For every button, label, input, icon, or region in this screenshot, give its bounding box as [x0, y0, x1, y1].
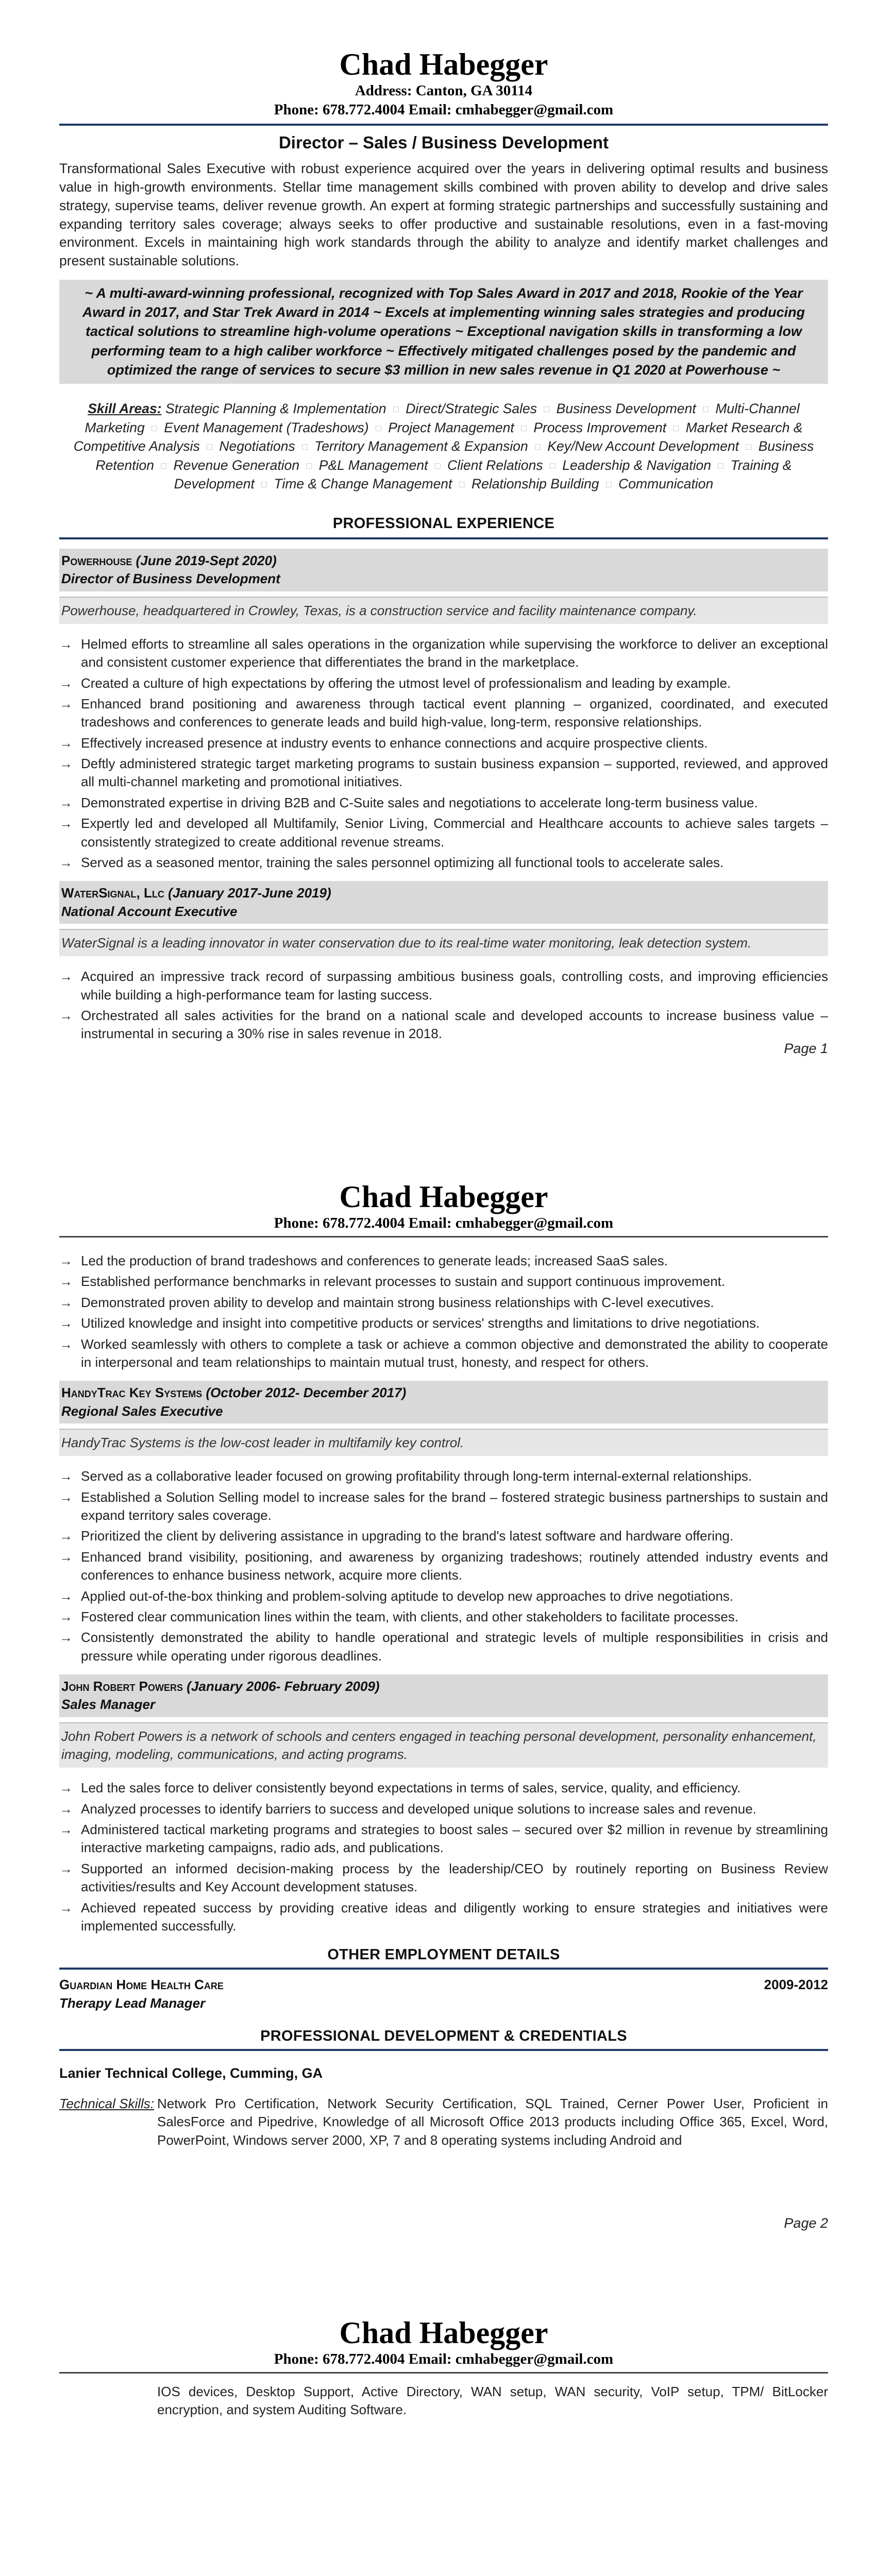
hollow-square-icon: □ — [605, 479, 612, 490]
bullet-item — [59, 1860, 828, 1896]
company-description: Powerhouse, headquartered in Crowley, Texas, is a construction service and facility maintenance company. — [59, 597, 828, 624]
skill-item: Direct/Strategic Sales — [406, 401, 537, 417]
skill-item: Relationship Building — [471, 476, 599, 492]
bullet-item — [59, 674, 828, 692]
bullet-item — [59, 1007, 828, 1043]
job-bullets — [59, 1252, 828, 1371]
job-bullets — [59, 1779, 828, 1935]
hollow-square-icon: □ — [375, 422, 381, 433]
arrow-right-icon: → — [59, 1008, 73, 1024]
arrow-right-icon: → — [59, 1528, 73, 1544]
arrow-right-icon: → — [59, 1588, 73, 1604]
skill-item: Leadership & Navigation — [562, 457, 712, 473]
arrow-right-icon: → — [59, 854, 73, 870]
section-title-development: PROFESSIONAL DEVELOPMENT & CREDENTIALS — [260, 2027, 627, 2044]
skill-areas — [59, 399, 828, 494]
technical-skills — [59, 2095, 828, 2149]
company-name: HandyTrac Key Systems — [61, 1385, 203, 1401]
bullet-text: Established performance benchmarks in relevant processes to sustain and support continuous improvement. — [81, 1274, 726, 1290]
company-description: WaterSignal is a leading innovator in water conservation due to its real-time water monitoring, leak detection system. — [59, 929, 828, 956]
bullet-text: Demonstrated proven ability to develop and maintain strong business relationships with C-level executives. — [81, 1294, 714, 1310]
hollow-square-icon: □ — [718, 460, 724, 471]
skill-item: Multi-Channel Marketing — [85, 401, 800, 435]
bullet-text: Worked seamlessly with others to complete a task or achieve a common objective and demonstrated the ability to cooperate in interpersonal and team relationships to maintain mutual trust, honesty, and respect for others. — [81, 1336, 828, 1370]
arrow-right-icon: → — [59, 636, 73, 652]
bullet-text: Consistently demonstrated the ability to handle operational and strategic levels of multiple responsibilities in crisis and pressure while operating under rigorous deadlines. — [81, 1630, 828, 1664]
job-dates: (October 2012- December 2017) — [206, 1385, 407, 1401]
arrow-right-icon: → — [59, 1468, 73, 1484]
bullet-text: Expertly led and developed all Multifamily, Senior Living, Commercial and Healthcare accounts to achieve sales targets – consistently strategized to create additional revenue streams. — [81, 816, 828, 850]
bullet-text: Demonstrated expertise in driving B2B and C-Suite sales and negotiations to accelerate long-term business value. — [81, 794, 758, 810]
job-bullets — [59, 968, 828, 1043]
hollow-square-icon: □ — [207, 442, 213, 452]
section-title-other-employment: OTHER EMPLOYMENT DETAILS — [327, 1946, 560, 1963]
hollow-square-icon: □ — [544, 404, 550, 415]
bullet-text: Served as a seasoned mentor, training the sales personnel optimizing all functional tools to accelerate sales. — [81, 854, 724, 870]
hollow-square-icon: □ — [161, 460, 167, 471]
job-dates: (June 2019-Sept 2020) — [136, 552, 277, 568]
awards-highlight: ~ A multi-award-winning professional, recognized with Top Sales Award in 2017 and 2018, Rookie of the Year Award in 2017, and Star Trek Award in 2014 ~ Excels at implementing winning sales strategies and producing tactical solutions to streamline high-volume operations ~ Exceptional navigation skills in transforming a low performing team to a high caliber workforce ~ Effectively mitigated challenges posed by the pandemic and optimized the range of services to secure $3 million in new sales revenue in Q1 2020 at Powerhouse ~ — [59, 280, 828, 384]
contact-line: Phone: 678.772.4004 Email: cmhabegger@gmail.com — [274, 1215, 614, 1231]
arrow-right-icon: → — [59, 1549, 73, 1565]
arrow-right-icon: → — [59, 1489, 73, 1505]
job-header — [59, 881, 828, 924]
bullet-item — [59, 794, 828, 812]
arrow-right-icon: → — [59, 1801, 73, 1817]
bullet-item — [59, 1800, 828, 1818]
skill-item: Time & Change Management — [274, 476, 452, 492]
bullet-item — [59, 635, 828, 672]
hollow-square-icon: □ — [703, 404, 709, 415]
job-title: Director of Business Development — [61, 571, 280, 587]
bullet-item — [59, 1779, 828, 1797]
employment-years: 2009-2012 — [764, 1977, 828, 1993]
page-number: Page 2 — [784, 2215, 828, 2231]
page-number: Page 1 — [784, 1041, 828, 1056]
bullet-text: Applied out-of-the-box thinking and problem-solving aptitude to develop new approaches to drive negotiations. — [81, 1588, 734, 1604]
skill-item: Revenue Generation — [173, 457, 300, 473]
bullet-text: Supported an informed decision-making process by the leadership/CEO by routinely reporting on Business Review activities/results and Key Account development statuses. — [81, 1860, 828, 1895]
job-title: Sales Manager — [61, 1697, 156, 1713]
section-divider — [59, 2049, 828, 2051]
skill-item: Client Relations — [447, 457, 543, 473]
bullet-text: Led the sales force to deliver consistently beyond expectations in terms of sales, service, quality, and efficiency. — [81, 1780, 741, 1796]
bullet-item — [59, 1821, 828, 1857]
bullet-item — [59, 1548, 828, 1585]
header-divider — [59, 124, 828, 126]
arrow-right-icon: → — [59, 1900, 73, 1916]
bullet-item — [59, 1273, 828, 1291]
bullet-text: Utilized knowledge and insight into competitive products or services' strengths and limitations to drive negotiations. — [81, 1315, 760, 1331]
skill-item: Key/New Account Development — [547, 438, 739, 454]
arrow-right-icon: → — [59, 1294, 73, 1310]
hollow-square-icon: □ — [261, 479, 267, 490]
candidate-name: Chad Habegger — [339, 2316, 548, 2350]
company-description: John Robert Powers is a network of schools and centers engaged in teaching personal development, personality enhancement, imaging, modeling, communications, and acting programs. — [59, 1722, 828, 1768]
hollow-square-icon: □ — [746, 442, 752, 452]
bullet-item — [59, 1314, 828, 1332]
bullet-text: Enhanced brand visibility, positioning, and awareness by organizing tradeshows; routinely attended industry events and conferences to enhance business network, acquire more clients. — [81, 1549, 828, 1583]
job-dates: (January 2017-June 2019) — [168, 885, 331, 901]
arrow-right-icon: → — [59, 1608, 73, 1624]
bullet-item — [59, 1899, 828, 1936]
bullet-item — [59, 1608, 828, 1626]
header-divider — [59, 2372, 828, 2374]
job-header — [59, 1381, 828, 1423]
technical-skills-label: Technical Skills: — [59, 2095, 155, 2111]
skill-item: Negotiations — [219, 438, 295, 454]
skill-item: Business Development — [556, 401, 696, 417]
other-employment-row — [59, 1976, 828, 1994]
contact-line: Phone: 678.772.4004 Email: cmhabegger@gmail.com — [274, 101, 614, 118]
bullet-item — [59, 695, 828, 732]
bullet-item — [59, 854, 828, 872]
school-name: Lanier Technical College, Cumming, GA — [59, 2065, 323, 2081]
company-description: HandyTrac Systems is the low-cost leader in multifamily key control. — [59, 1429, 828, 1456]
bullet-text: Administered tactical marketing programs and strategies to boost sales – secured over $2 million in revenue by streamlining interactive marketing campaigns, radio ads, and publications. — [81, 1822, 828, 1856]
job-header — [59, 1674, 828, 1717]
skill-item: Event Management (Tradeshows) — [164, 419, 369, 435]
bullet-item — [59, 1527, 828, 1545]
bullet-text: Established a Solution Selling model to increase sales for the brand – fostered strategic business partnerships to sustain and expand territory sales coverage. — [81, 1489, 828, 1523]
job-title: Regional Sales Executive — [61, 1403, 223, 1419]
candidate-name: Chad Habegger — [339, 47, 548, 81]
arrow-right-icon: → — [59, 696, 73, 712]
company-name: WaterSignal, Llc — [61, 885, 164, 901]
skill-areas-label: Skill Areas: — [88, 401, 162, 417]
skill-item: Training & Development — [174, 457, 792, 492]
arrow-right-icon: → — [59, 969, 73, 985]
skill-item: Process Improvement — [533, 419, 667, 435]
bullet-item — [59, 968, 828, 1004]
hollow-square-icon: □ — [151, 422, 158, 433]
resume-page-2 — [0, 1108, 876, 2267]
bullet-text: Orchestrated all sales activities for the brand on a national scale and developed accounts to increase business value – instrumental in securing a 30% rise in sales revenue in 2018. — [81, 1008, 828, 1042]
resume-page-1 — [0, 0, 876, 1108]
hollow-square-icon: □ — [535, 442, 541, 452]
hollow-square-icon: □ — [550, 460, 555, 471]
job-header — [59, 549, 828, 591]
hollow-square-icon: □ — [521, 422, 527, 433]
skill-item: Strategic Planning & Implementation — [165, 401, 386, 417]
hollow-square-icon: □ — [393, 404, 399, 415]
arrow-right-icon: → — [59, 1274, 73, 1290]
company-name: Guardian Home Health Care — [59, 1977, 224, 1993]
bullet-item — [59, 1335, 828, 1372]
arrow-right-icon: → — [59, 1630, 73, 1646]
bullet-text: Fostered clear communication lines within the team, with clients, and other stakeholders to facilitate processes. — [81, 1608, 739, 1624]
arrow-right-icon: → — [59, 1336, 73, 1352]
hollow-square-icon: □ — [459, 479, 465, 490]
technical-skills-text: Network Pro Certification, Network Security Certification, SQL Trained, Cerner Power User, Proficient in SalesForce and Pipedrive, Knowledge of all Microsoft Office 2013 products including Office 365, Excel, Word, PowerPoint, Windows server 2000, XP, 7 and 8 operating systems including Android and — [157, 2095, 828, 2148]
skill-item: Market Research & Competitive Analysis — [73, 419, 803, 454]
bullet-item — [59, 734, 828, 752]
skill-item: Project Management — [388, 419, 514, 435]
skill-item: Business Retention — [95, 438, 814, 473]
bullet-text: Acquired an impressive track record of surpassing ambitious business goals, controlling costs, and improving efficiencies while building a high-performance team for lasting success. — [81, 969, 828, 1003]
resume-page-3 — [0, 2267, 876, 2576]
skill-list — [74, 401, 814, 492]
bullet-text: Enhanced brand positioning and awareness through tactical event planning – organized, coordinated, and executed tradeshows and conferences to generate leads and build high-value, long-term, responsive relationships. — [81, 696, 828, 730]
bullet-text: Prioritized the client by delivering assistance in upgrading to the brand's latest software and hardware offering. — [81, 1528, 734, 1544]
job-title: Therapy Lead Manager — [59, 1995, 206, 2011]
arrow-right-icon: → — [59, 1315, 73, 1331]
arrow-right-icon: → — [59, 1253, 73, 1269]
hollow-square-icon: □ — [434, 460, 441, 471]
bullet-text: Deftly administered strategic target marketing programs to sustain business expansion – supported, reviewed, and approved all multi-channel marketing and promotional initiatives. — [81, 756, 828, 790]
arrow-right-icon: → — [59, 1822, 73, 1838]
bullet-item — [59, 755, 828, 791]
candidate-name: Chad Habegger — [339, 1180, 548, 1214]
job-bullets — [59, 1467, 828, 1665]
address-line: Address: Canton, GA 30114 — [355, 82, 533, 99]
bullet-text: Led the production of brand tradeshows and conferences to generate leads; increased SaaS sales. — [81, 1253, 668, 1269]
headline: Director – Sales / Business Development — [278, 133, 609, 152]
job-dates: (January 2006- February 2009) — [187, 1678, 380, 1694]
arrow-right-icon: → — [59, 675, 73, 691]
arrow-right-icon: → — [59, 756, 73, 772]
technical-skills-continued: IOS devices, Desktop Support, Active Directory, WAN setup, WAN security, VoIP setup, TPM/ BitLocker encryption, and system Auditing Software. — [157, 2384, 828, 2418]
bullet-text: Helmed efforts to streamline all sales operations in the organization while supervising the workforce to deliver an exceptional and consistent customer experience that differentiates the brand in the marketplace. — [81, 636, 828, 670]
bullet-item — [59, 1629, 828, 1665]
skill-item: P&L Management — [318, 457, 428, 473]
section-title-experience: PROFESSIONAL EXPERIENCE — [332, 515, 555, 532]
bullet-text: Created a culture of high expectations by offering the utmost level of professionalism and leading by example. — [81, 675, 731, 691]
bullet-item — [59, 815, 828, 851]
bullet-text: Served as a collaborative leader focused on growing profitability through long-term internal-external relationships. — [81, 1468, 752, 1484]
hollow-square-icon: □ — [673, 422, 679, 433]
skill-item: Territory Management & Expansion — [314, 438, 528, 454]
header-divider — [59, 1236, 828, 1238]
bullet-text: Achieved repeated success by providing creative ideas and diligently working to ensure strategies and initiatives were implemented successfully. — [81, 1900, 828, 1934]
bullet-item — [59, 1587, 828, 1605]
arrow-right-icon: → — [59, 816, 73, 832]
bullet-text: Effectively increased presence at industry events to enhance connections and acquire prospective clients. — [81, 735, 708, 751]
arrow-right-icon: → — [59, 1860, 73, 1876]
hollow-square-icon: □ — [302, 442, 308, 452]
bullet-item — [59, 1467, 828, 1485]
section-divider — [59, 537, 828, 539]
arrow-right-icon: → — [59, 794, 73, 810]
section-divider — [59, 1968, 828, 1970]
job-bullets — [59, 635, 828, 872]
summary-paragraph: Transformational Sales Executive with robust experience acquired over the years in delivering optimal results and business value in high-growth environments. Stellar time management skills combined with proven ability to develop and drive sales strategy, supervise teams, deliver revenue growth. An expert at forming strategic partnerships and successfully sustaining and expanding territory sales coverage; always seeks to offer productive and sustainable resolutions, even in a fast-moving environment. Excels in maintaining high work standards through the ability to analyze and identify market challenges and present sustainable solutions. — [59, 161, 828, 269]
company-name: John Robert Powers — [61, 1678, 183, 1694]
bullet-item — [59, 1488, 828, 1525]
arrow-right-icon: → — [59, 735, 73, 751]
bullet-text: Analyzed processes to identify barriers to success and developed unique solutions to increase sales and revenue. — [81, 1801, 756, 1817]
hollow-square-icon: □ — [306, 460, 312, 471]
arrow-right-icon: → — [59, 1780, 73, 1796]
job-title: National Account Executive — [61, 903, 238, 919]
company-name: Powerhouse — [61, 552, 132, 568]
bullet-item — [59, 1252, 828, 1270]
bullet-item — [59, 1294, 828, 1312]
skill-item: Communication — [618, 476, 714, 492]
contact-line: Phone: 678.772.4004 Email: cmhabegger@gmail.com — [274, 2351, 614, 2367]
